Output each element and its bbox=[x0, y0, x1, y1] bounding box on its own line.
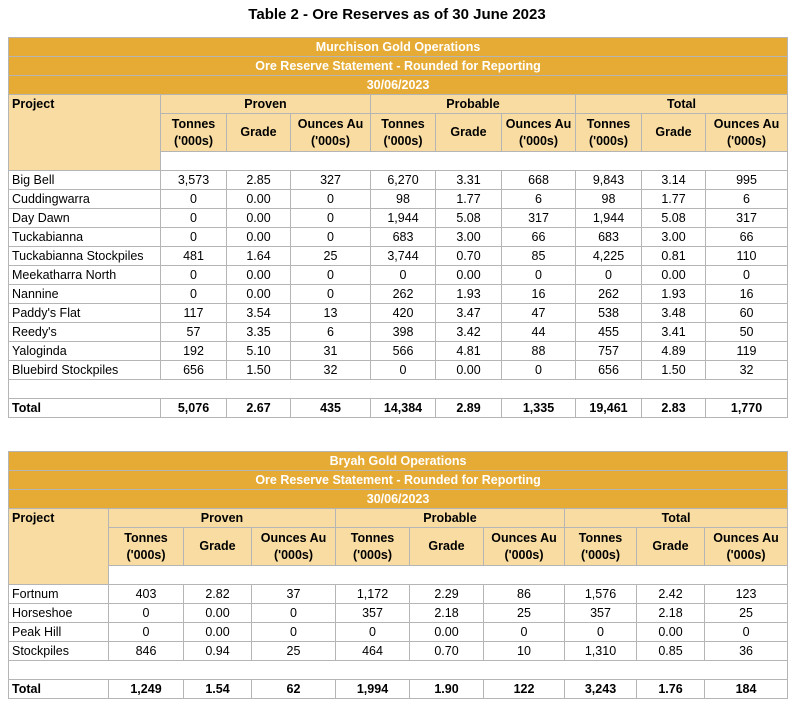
value-cell: 5.10 bbox=[227, 342, 291, 361]
value-cell: 0 bbox=[576, 266, 642, 285]
value-cell: 0.00 bbox=[436, 361, 502, 380]
value-cell: 3,573 bbox=[161, 171, 227, 190]
value-cell: 44 bbox=[502, 323, 576, 342]
total-group-header: Total bbox=[576, 95, 788, 114]
value-cell: 1.93 bbox=[436, 285, 502, 304]
value-cell: 357 bbox=[565, 604, 637, 623]
value-cell: 0.00 bbox=[410, 623, 484, 642]
value-cell: 0 bbox=[565, 623, 637, 642]
ounces-column-header: Ounces Au ('000s) bbox=[252, 528, 336, 566]
proven-group-header: Proven bbox=[109, 509, 336, 528]
grade-column-header: Grade bbox=[637, 528, 705, 566]
value-cell: 2.42 bbox=[637, 585, 705, 604]
value-cell: 2.82 bbox=[184, 585, 252, 604]
value-cell: 25 bbox=[291, 247, 371, 266]
value-cell: 1.77 bbox=[436, 190, 502, 209]
value-cell: 0 bbox=[291, 266, 371, 285]
value-cell: 2.18 bbox=[637, 604, 705, 623]
value-cell: 117 bbox=[161, 304, 227, 323]
value-cell: 0 bbox=[371, 266, 436, 285]
table-row bbox=[9, 247, 788, 266]
total-value-cell: 435 bbox=[291, 399, 371, 418]
ounces-column-header: Ounces Au ('000s) bbox=[502, 114, 576, 152]
statement-subtitle: Ore Reserve Statement - Rounded for Reporting bbox=[9, 57, 788, 76]
value-cell: 192 bbox=[161, 342, 227, 361]
value-cell: 88 bbox=[502, 342, 576, 361]
total-value-cell: 1,335 bbox=[502, 399, 576, 418]
ounces-column-header: Ounces Au ('000s) bbox=[705, 528, 788, 566]
grade-column-header: Grade bbox=[227, 114, 291, 152]
value-cell: 57 bbox=[161, 323, 227, 342]
probable-group-header: Probable bbox=[336, 509, 565, 528]
value-cell: 31 bbox=[291, 342, 371, 361]
total-value-cell: 62 bbox=[252, 680, 336, 699]
project-name: Tuckabianna Stockpiles bbox=[9, 247, 161, 266]
value-cell: 1.50 bbox=[227, 361, 291, 380]
value-cell: 0 bbox=[706, 266, 788, 285]
tonnes-column-header: Tonnes ('000s) bbox=[576, 114, 642, 152]
project-name: Reedy's bbox=[9, 323, 161, 342]
tonnes-column-header: Tonnes ('000s) bbox=[371, 114, 436, 152]
value-cell: 0.00 bbox=[184, 623, 252, 642]
value-cell: 4,225 bbox=[576, 247, 642, 266]
total-value-cell: 122 bbox=[484, 680, 565, 699]
value-cell: 317 bbox=[502, 209, 576, 228]
total-value-cell: 184 bbox=[705, 680, 788, 699]
value-cell: 0 bbox=[161, 285, 227, 304]
table-row bbox=[9, 623, 788, 642]
project-name: Stockpiles bbox=[9, 642, 109, 661]
table-row bbox=[9, 323, 788, 342]
value-cell: 32 bbox=[291, 361, 371, 380]
value-cell: 3,744 bbox=[371, 247, 436, 266]
value-cell: 0 bbox=[252, 623, 336, 642]
value-cell: 357 bbox=[336, 604, 410, 623]
project-name: Bluebird Stockpiles bbox=[9, 361, 161, 380]
project-name: Day Dawn bbox=[9, 209, 161, 228]
value-cell: 317 bbox=[706, 209, 788, 228]
value-cell: 0.00 bbox=[184, 604, 252, 623]
total-value-cell: 14,384 bbox=[371, 399, 436, 418]
value-cell: 3.42 bbox=[436, 323, 502, 342]
value-cell: 0.94 bbox=[184, 642, 252, 661]
tonnes-column-header: Tonnes ('000s) bbox=[109, 528, 184, 566]
total-value-cell: 1.76 bbox=[637, 680, 705, 699]
value-cell: 0.00 bbox=[436, 266, 502, 285]
total-value-cell: 2.83 bbox=[642, 399, 706, 418]
value-cell: 2.18 bbox=[410, 604, 484, 623]
grade-column-header: Grade bbox=[410, 528, 484, 566]
project-column-header: Project bbox=[9, 95, 161, 171]
total-row bbox=[9, 680, 788, 699]
value-cell: 3.00 bbox=[436, 228, 502, 247]
value-cell: 0 bbox=[252, 604, 336, 623]
value-cell: 66 bbox=[502, 228, 576, 247]
value-cell: 5.08 bbox=[642, 209, 706, 228]
value-cell: 25 bbox=[252, 642, 336, 661]
value-cell: 0.70 bbox=[436, 247, 502, 266]
value-cell: 0 bbox=[291, 209, 371, 228]
value-cell: 0 bbox=[161, 209, 227, 228]
value-cell: 566 bbox=[371, 342, 436, 361]
grade-column-header: Grade bbox=[184, 528, 252, 566]
value-cell: 1,310 bbox=[565, 642, 637, 661]
value-cell: 16 bbox=[706, 285, 788, 304]
value-cell: 4.81 bbox=[436, 342, 502, 361]
total-label: Total bbox=[9, 680, 109, 699]
value-cell: 3.31 bbox=[436, 171, 502, 190]
statement-subtitle: Ore Reserve Statement - Rounded for Reporting bbox=[9, 471, 788, 490]
ounces-column-header: Ounces Au ('000s) bbox=[706, 114, 788, 152]
value-cell: 25 bbox=[705, 604, 788, 623]
project-column-header: Project bbox=[9, 509, 109, 585]
value-cell: 0.00 bbox=[642, 266, 706, 285]
value-cell: 6 bbox=[291, 323, 371, 342]
table-row bbox=[9, 642, 788, 661]
total-group-header: Total bbox=[565, 509, 788, 528]
value-cell: 3.00 bbox=[642, 228, 706, 247]
project-name: Nannine bbox=[9, 285, 161, 304]
total-value-cell: 1,249 bbox=[109, 680, 184, 699]
value-cell: 3.41 bbox=[642, 323, 706, 342]
value-cell: 262 bbox=[371, 285, 436, 304]
value-cell: 0 bbox=[291, 228, 371, 247]
statement-date: 30/06/2023 bbox=[9, 76, 788, 95]
murchison-ore-reserve-table bbox=[8, 37, 788, 418]
project-name: Yaloginda bbox=[9, 342, 161, 361]
value-cell: 0.00 bbox=[637, 623, 705, 642]
total-value-cell: 19,461 bbox=[576, 399, 642, 418]
tonnes-column-header: Tonnes ('000s) bbox=[336, 528, 410, 566]
value-cell: 3.48 bbox=[642, 304, 706, 323]
total-value-cell: 3,243 bbox=[565, 680, 637, 699]
value-cell: 668 bbox=[502, 171, 576, 190]
value-cell: 683 bbox=[576, 228, 642, 247]
grade-column-header: Grade bbox=[436, 114, 502, 152]
table-caption: Table 2 - Ore Reserves as of 30 June 2023 bbox=[248, 6, 546, 23]
tonnes-column-header: Tonnes ('000s) bbox=[565, 528, 637, 566]
value-cell: 1.50 bbox=[642, 361, 706, 380]
total-value-cell: 1,770 bbox=[706, 399, 788, 418]
value-cell: 37 bbox=[252, 585, 336, 604]
table-row bbox=[9, 190, 788, 209]
total-value-cell: 5,076 bbox=[161, 399, 227, 418]
value-cell: 995 bbox=[706, 171, 788, 190]
ounces-column-header: Ounces Au ('000s) bbox=[484, 528, 565, 566]
value-cell: 1.64 bbox=[227, 247, 291, 266]
proven-group-header: Proven bbox=[161, 95, 371, 114]
value-cell: 420 bbox=[371, 304, 436, 323]
bryah-ore-reserve-table bbox=[8, 451, 788, 699]
value-cell: 1,944 bbox=[576, 209, 642, 228]
value-cell: 262 bbox=[576, 285, 642, 304]
value-cell: 1.93 bbox=[642, 285, 706, 304]
value-cell: 1,172 bbox=[336, 585, 410, 604]
value-cell: 656 bbox=[161, 361, 227, 380]
value-cell: 32 bbox=[706, 361, 788, 380]
value-cell: 3.54 bbox=[227, 304, 291, 323]
value-cell: 0 bbox=[291, 190, 371, 209]
value-cell: 0.70 bbox=[410, 642, 484, 661]
value-cell: 0 bbox=[502, 266, 576, 285]
value-cell: 0 bbox=[291, 285, 371, 304]
value-cell: 123 bbox=[705, 585, 788, 604]
value-cell: 538 bbox=[576, 304, 642, 323]
value-cell: 6 bbox=[706, 190, 788, 209]
total-label: Total bbox=[9, 399, 161, 418]
value-cell: 464 bbox=[336, 642, 410, 661]
grade-column-header: Grade bbox=[642, 114, 706, 152]
value-cell: 119 bbox=[706, 342, 788, 361]
table-row bbox=[9, 585, 788, 604]
project-name: Horseshoe bbox=[9, 604, 109, 623]
operation-title: Bryah Gold Operations bbox=[9, 452, 788, 471]
value-cell: 0 bbox=[502, 361, 576, 380]
value-cell: 50 bbox=[706, 323, 788, 342]
value-cell: 757 bbox=[576, 342, 642, 361]
value-cell: 4.89 bbox=[642, 342, 706, 361]
table-row bbox=[9, 228, 788, 247]
total-value-cell: 1.54 bbox=[184, 680, 252, 699]
value-cell: 98 bbox=[371, 190, 436, 209]
value-cell: 481 bbox=[161, 247, 227, 266]
value-cell: 85 bbox=[502, 247, 576, 266]
value-cell: 0.00 bbox=[227, 209, 291, 228]
value-cell: 0 bbox=[336, 623, 410, 642]
value-cell: 0 bbox=[109, 604, 184, 623]
table-row bbox=[9, 266, 788, 285]
value-cell: 1,576 bbox=[565, 585, 637, 604]
project-name: Cuddingwarra bbox=[9, 190, 161, 209]
total-value-cell: 2.67 bbox=[227, 399, 291, 418]
table-row bbox=[9, 304, 788, 323]
value-cell: 398 bbox=[371, 323, 436, 342]
value-cell: 0.85 bbox=[637, 642, 705, 661]
table-row bbox=[9, 285, 788, 304]
project-name: Big Bell bbox=[9, 171, 161, 190]
value-cell: 66 bbox=[706, 228, 788, 247]
value-cell: 16 bbox=[502, 285, 576, 304]
value-cell: 110 bbox=[706, 247, 788, 266]
value-cell: 0.00 bbox=[227, 190, 291, 209]
project-name: Meekatharra North bbox=[9, 266, 161, 285]
value-cell: 0 bbox=[484, 623, 565, 642]
operation-title: Murchison Gold Operations bbox=[9, 38, 788, 57]
value-cell: 455 bbox=[576, 323, 642, 342]
tonnes-column-header: Tonnes ('000s) bbox=[161, 114, 227, 152]
value-cell: 0 bbox=[109, 623, 184, 642]
value-cell: 0.00 bbox=[227, 285, 291, 304]
value-cell: 36 bbox=[705, 642, 788, 661]
value-cell: 0.00 bbox=[227, 266, 291, 285]
value-cell: 47 bbox=[502, 304, 576, 323]
value-cell: 86 bbox=[484, 585, 565, 604]
value-cell: 0.00 bbox=[227, 228, 291, 247]
value-cell: 1,944 bbox=[371, 209, 436, 228]
value-cell: 3.47 bbox=[436, 304, 502, 323]
value-cell: 60 bbox=[706, 304, 788, 323]
value-cell: 2.85 bbox=[227, 171, 291, 190]
table-row bbox=[9, 604, 788, 623]
value-cell: 403 bbox=[109, 585, 184, 604]
project-name: Paddy's Flat bbox=[9, 304, 161, 323]
value-cell: 2.29 bbox=[410, 585, 484, 604]
value-cell: 0 bbox=[705, 623, 788, 642]
table-row bbox=[9, 361, 788, 380]
statement-date: 30/06/2023 bbox=[9, 490, 788, 509]
total-value-cell: 2.89 bbox=[436, 399, 502, 418]
value-cell: 0 bbox=[161, 228, 227, 247]
total-value-cell: 1.90 bbox=[410, 680, 484, 699]
total-row bbox=[9, 399, 788, 418]
value-cell: 10 bbox=[484, 642, 565, 661]
probable-group-header: Probable bbox=[371, 95, 576, 114]
value-cell: 6 bbox=[502, 190, 576, 209]
value-cell: 846 bbox=[109, 642, 184, 661]
value-cell: 25 bbox=[484, 604, 565, 623]
project-name: Peak Hill bbox=[9, 623, 109, 642]
value-cell: 13 bbox=[291, 304, 371, 323]
value-cell: 0.81 bbox=[642, 247, 706, 266]
value-cell: 0 bbox=[161, 190, 227, 209]
ounces-column-header: Ounces Au ('000s) bbox=[291, 114, 371, 152]
table-row bbox=[9, 342, 788, 361]
value-cell: 3.14 bbox=[642, 171, 706, 190]
value-cell: 98 bbox=[576, 190, 642, 209]
project-name: Fortnum bbox=[9, 585, 109, 604]
value-cell: 0 bbox=[161, 266, 227, 285]
value-cell: 5.08 bbox=[436, 209, 502, 228]
value-cell: 6,270 bbox=[371, 171, 436, 190]
value-cell: 1.77 bbox=[642, 190, 706, 209]
table-row bbox=[9, 209, 788, 228]
total-value-cell: 1,994 bbox=[336, 680, 410, 699]
value-cell: 683 bbox=[371, 228, 436, 247]
table-row bbox=[9, 171, 788, 190]
value-cell: 656 bbox=[576, 361, 642, 380]
project-name: Tuckabianna bbox=[9, 228, 161, 247]
value-cell: 0 bbox=[371, 361, 436, 380]
value-cell: 9,843 bbox=[576, 171, 642, 190]
value-cell: 3.35 bbox=[227, 323, 291, 342]
value-cell: 327 bbox=[291, 171, 371, 190]
